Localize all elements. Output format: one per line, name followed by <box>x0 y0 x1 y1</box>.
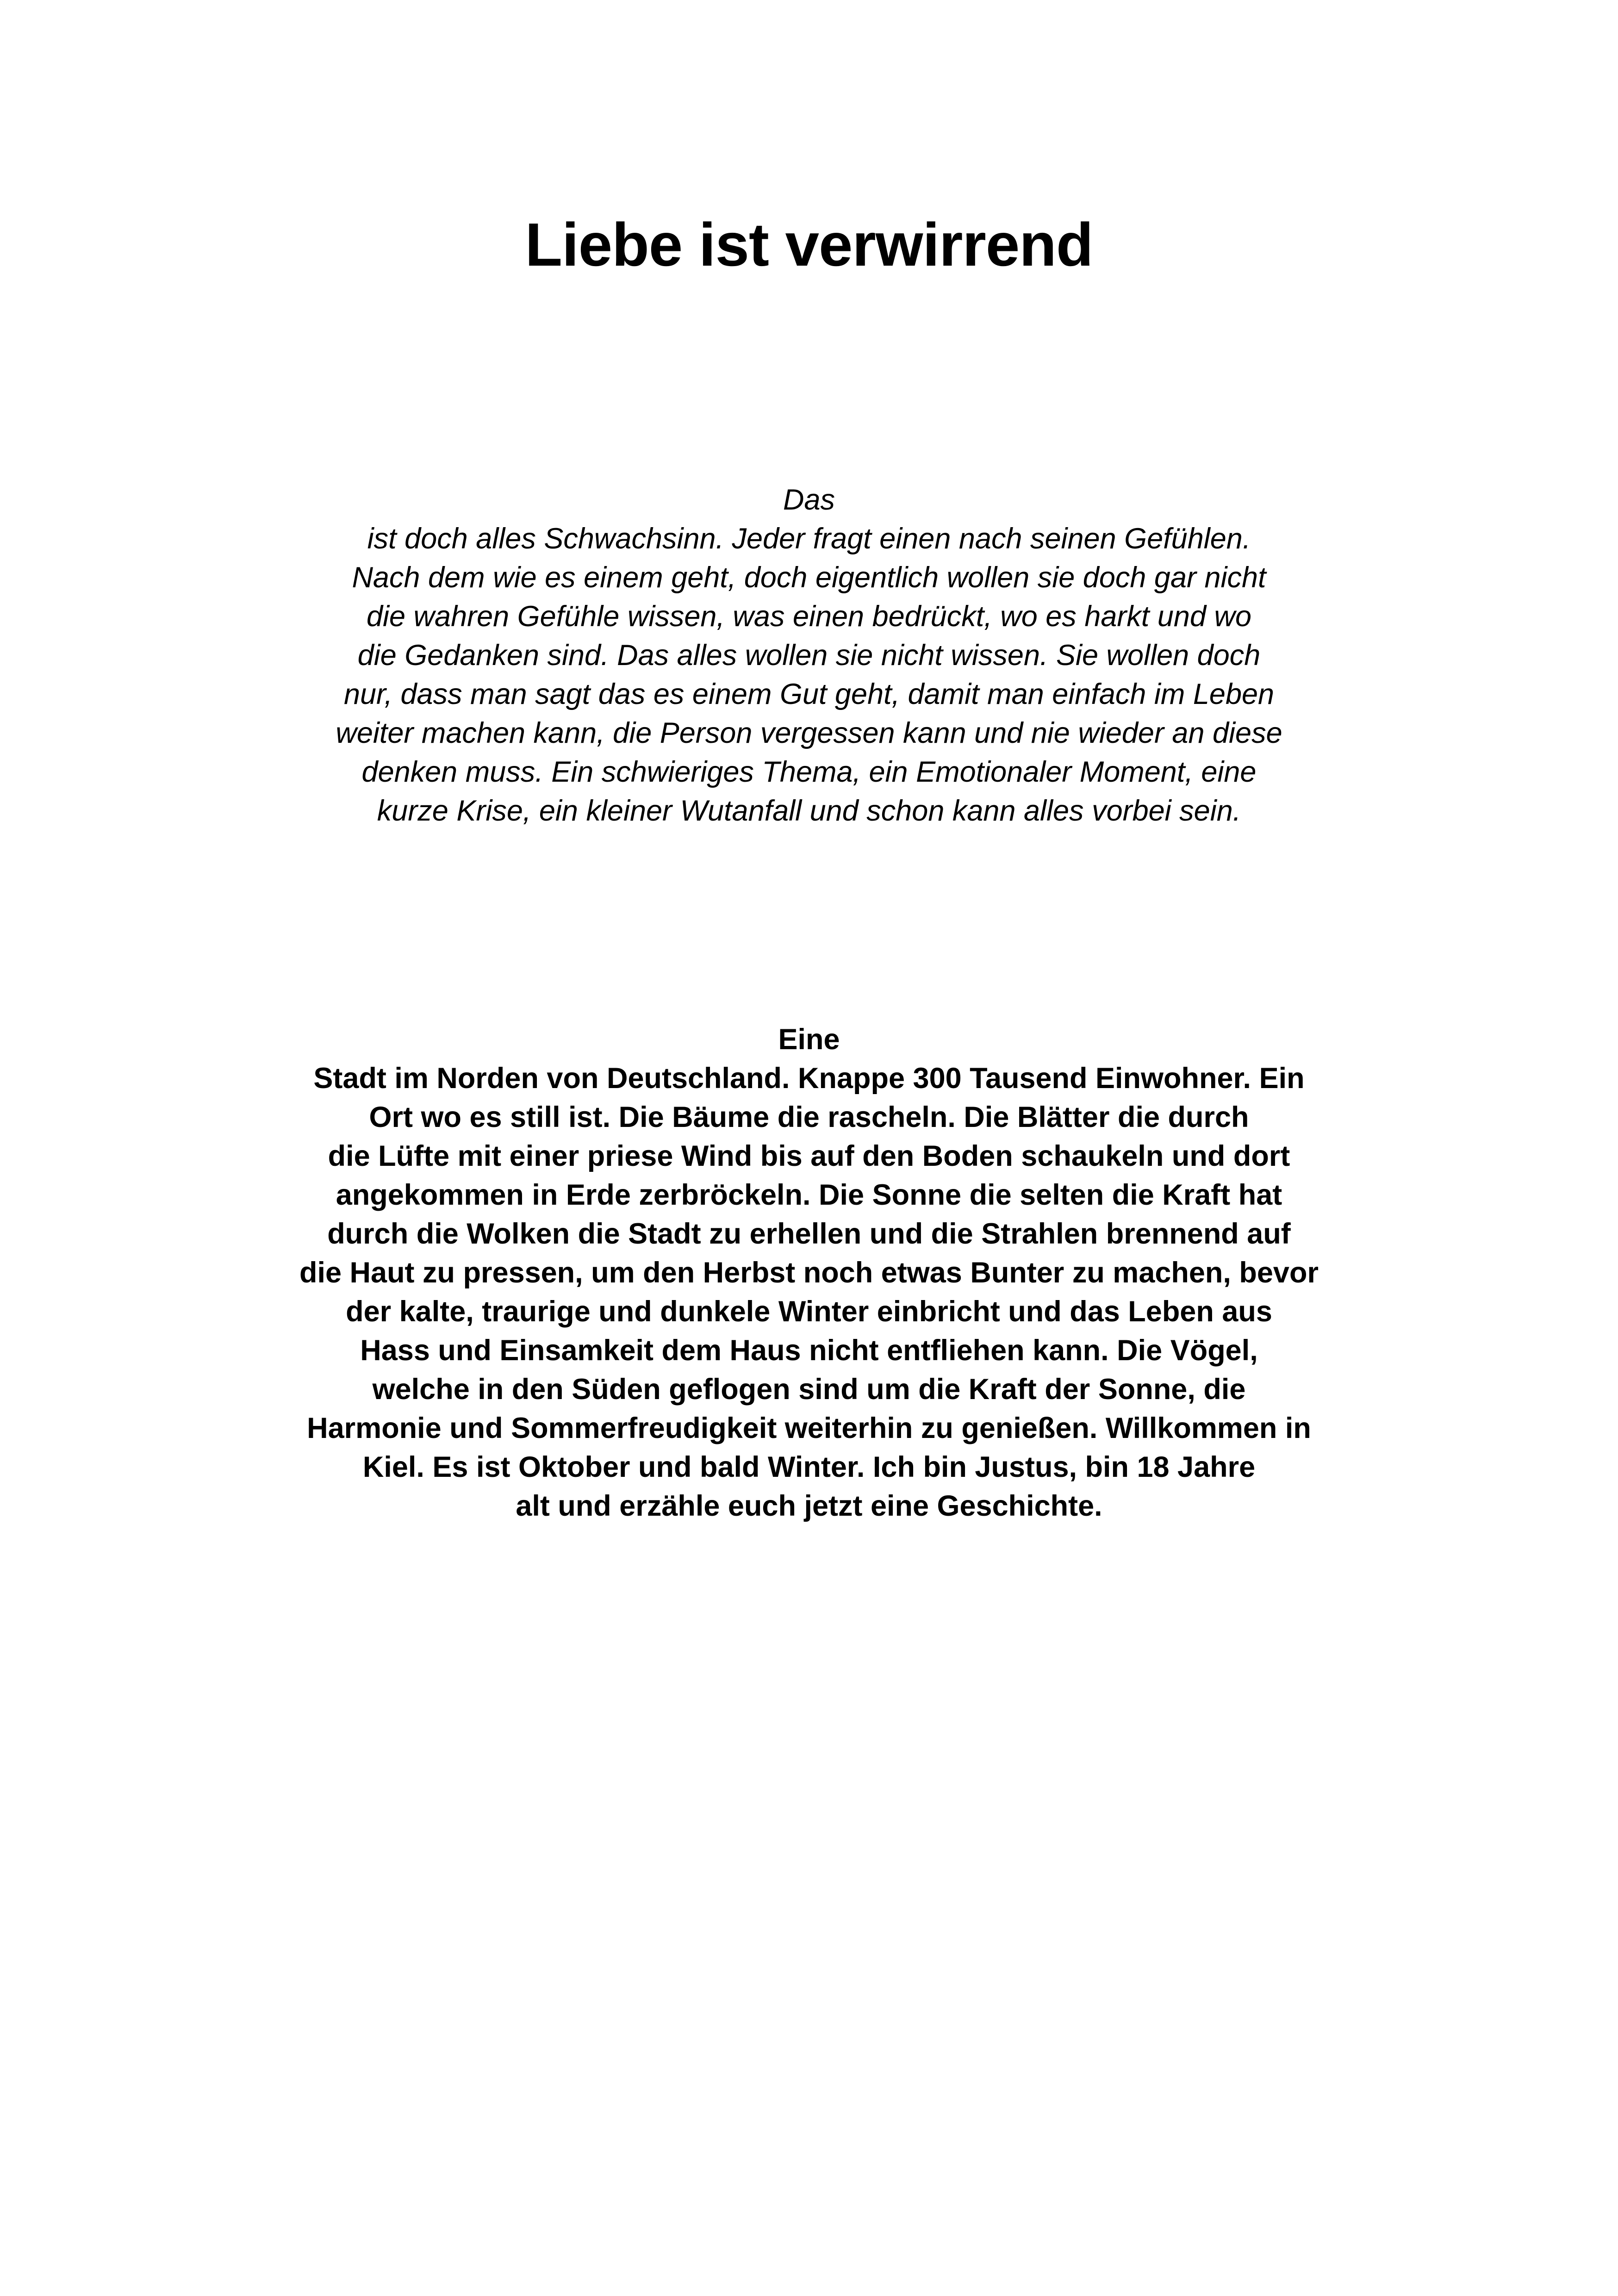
intro-line: ist doch alles Schwachsinn. Jeder fragt einen nach seinen Gefühlen. <box>367 523 1251 555</box>
story-line: der kalte, traurige und dunkele Winter einbricht und das Leben aus <box>346 1295 1272 1328</box>
intro-line: nur, dass man sagt das es einem Gut geht, damit man einfach im Leben <box>343 678 1275 710</box>
story-line: Hass und Einsamkeit dem Haus nicht entfliehen kann. Die Vögel, <box>360 1334 1258 1367</box>
intro-line: die wahren Gefühle wissen, was einen bedrückt, wo es harkt und wo <box>366 600 1252 633</box>
story-line: alt und erzähle euch jetzt eine Geschichte. <box>516 1490 1102 1522</box>
story-line: Ort wo es still ist. Die Bäume die rascheln. Die Blätter die durch <box>369 1101 1249 1133</box>
story-line: Kiel. Es ist Oktober und bald Winter. Ich bin Justus, bin 18 Jahre <box>362 1451 1256 1483</box>
story-paragraph <box>0 1020 1618 1525</box>
story-line: angekommen in Erde zerbröckeln. Die Sonne die selten die Kraft hat <box>336 1179 1282 1211</box>
story-line: die Haut zu pressen, um den Herbst noch etwas Bunter zu machen, bevor <box>299 1257 1319 1289</box>
story-line: die Lüfte mit einer priese Wind bis auf den Boden schaukeln und dort <box>328 1140 1290 1172</box>
story-line: Eine <box>778 1023 840 1056</box>
intro-paragraph <box>0 480 1618 830</box>
intro-line: die Gedanken sind. Das alles wollen sie nicht wissen. Sie wollen doch <box>357 639 1261 672</box>
intro-line: Nach dem wie es einem geht, doch eigentlich wollen sie doch gar nicht <box>352 561 1266 594</box>
intro-line: Das <box>783 484 835 516</box>
document-title: Liebe ist verwirrend <box>525 211 1093 279</box>
intro-line: kurze Krise, ein kleiner Wutanfall und schon kann alles vorbei sein. <box>377 795 1241 827</box>
story-line: Stadt im Norden von Deutschland. Knappe 300 Tausend Einwohner. Ein <box>313 1062 1305 1095</box>
story-line: Harmonie und Sommerfreudigkeit weiterhin zu genießen. Willkommen in <box>307 1412 1311 1444</box>
story-line: welche in den Süden geflogen sind um die Kraft der Sonne, die <box>372 1373 1246 1406</box>
intro-line: weiter machen kann, die Person vergessen kann und nie wieder an diese <box>336 717 1282 749</box>
story-line: durch die Wolken die Stadt zu erhellen und die Strahlen brennend auf <box>327 1218 1291 1250</box>
intro-line: denken muss. Ein schwieriges Thema, ein Emotionaler Moment, eine <box>361 756 1257 788</box>
